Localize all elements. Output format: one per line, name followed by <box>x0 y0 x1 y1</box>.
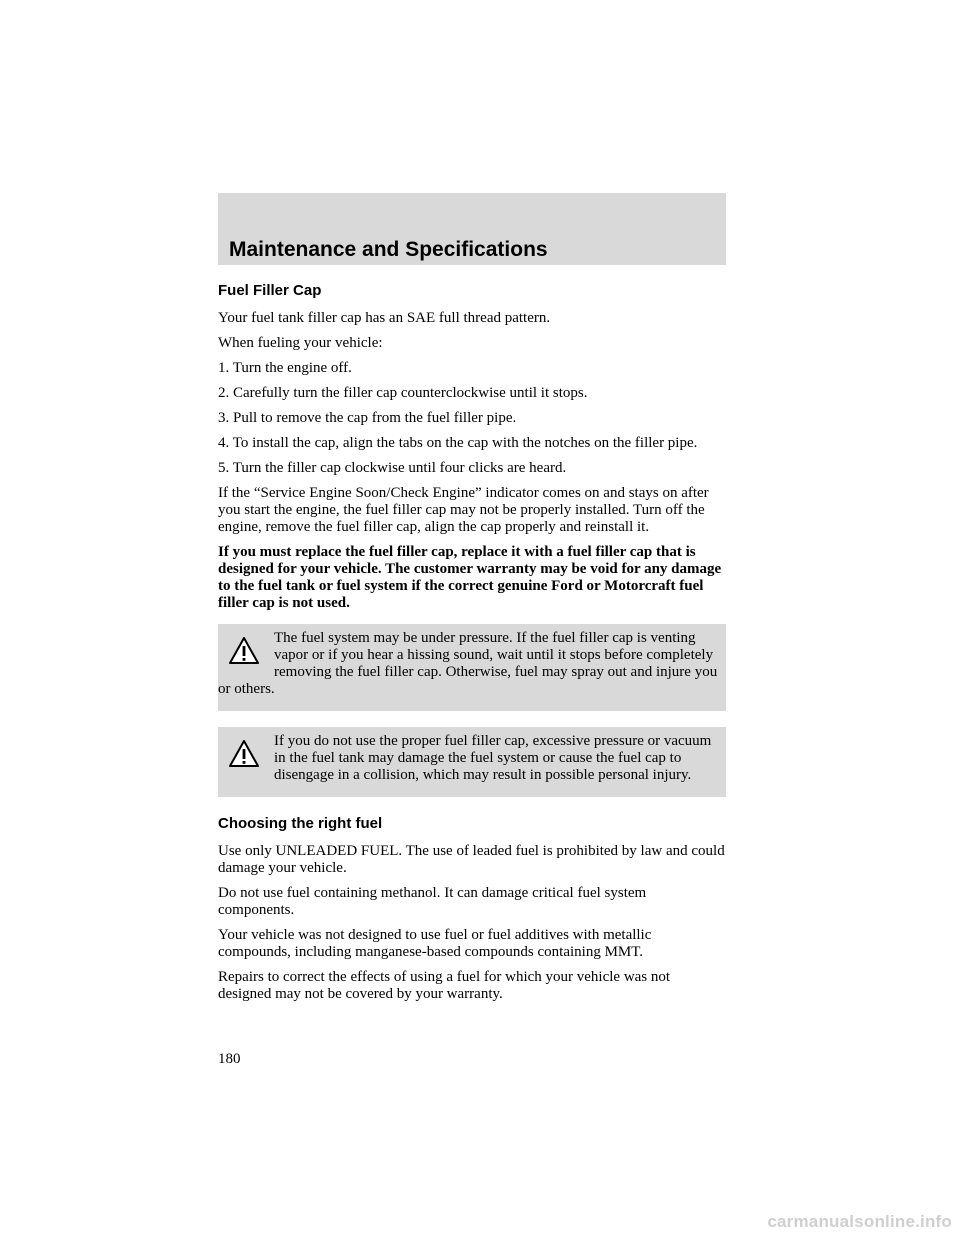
fueling-intro-paragraph: When fueling your vehicle: <box>218 335 383 351</box>
page-number: 180 <box>218 1051 241 1067</box>
replacement-cap-paragraph: If you must replace the fuel filler cap, replace it with a fuel filler cap that is designed for your vehicle. The customer warranty may be void for any damage to the fuel tank or fuel system if the correct genuine Ford or Motorcraft fuel filler cap is not used. <box>218 544 722 611</box>
choosing-fuel-heading: Choosing the right fuel <box>218 815 383 832</box>
step-5: 5. Turn the filler cap clockwise until four clicks are heard. <box>218 460 567 476</box>
fuel-filler-cap-heading: Fuel Filler Cap <box>218 282 322 299</box>
warranty-repairs-paragraph: Repairs to correct the effects of using a fuel for which your vehicle was not designed may not be covered by your warranty. <box>218 969 671 1002</box>
unleaded-fuel-paragraph: Use only UNLEADED FUEL. The use of leaded fuel is prohibited by law and could damage your vehicle. <box>218 843 725 876</box>
warning-callout-improper-cap <box>218 727 726 797</box>
thread-pattern-paragraph: Your fuel tank filler cap has an SAE full thread pattern. <box>218 310 551 326</box>
warning-text-improper-cap: If you do not use the proper fuel filler cap, excessive pressure or vacuum in the fuel tank may damage the fuel system or cause the fuel cap to disengage in a collision, which may result in possible personal injury. <box>274 733 712 783</box>
step-2: 2. Carefully turn the filler cap counterclockwise until it stops. <box>218 385 588 401</box>
warning-triangle-icon <box>228 636 260 666</box>
step-4: 4. To install the cap, align the tabs on the cap with the notches on the filler pipe. <box>218 435 698 451</box>
warning-text-pressure: The fuel system may be under pressure. If the fuel filler cap is venting vapor or if you hear a hissing sound, wait until it stops before completely removing the fuel filler cap. Otherwise, fuel may spray out and injure you or others. <box>218 630 718 697</box>
warning-triangle-icon <box>228 739 260 769</box>
step-1: 1. Turn the engine off. <box>218 360 352 376</box>
step-3: 3. Pull to remove the cap from the fuel filler pipe. <box>218 410 517 426</box>
metallic-additives-paragraph: Your vehicle was not designed to use fuel or fuel additives with metallic compounds, including manganese-based compounds containing MMT. <box>218 927 652 960</box>
warning-callout-pressure <box>218 624 726 711</box>
watermark: carmanualsonline.info <box>767 1212 952 1231</box>
section-header-band <box>218 193 726 265</box>
page-content <box>218 282 726 1011</box>
check-engine-paragraph: If the “Service Engine Soon/Check Engine” indicator comes on and stays on after you start the engine, the fuel filler cap may not be properly installed. Turn off the engine, remove the fuel filler cap, align the cap properly and reinstall it. <box>218 485 709 535</box>
methanol-paragraph: Do not use fuel containing methanol. It can damage critical fuel system components. <box>218 885 647 918</box>
section-title: Maintenance and Specifications <box>229 238 548 261</box>
